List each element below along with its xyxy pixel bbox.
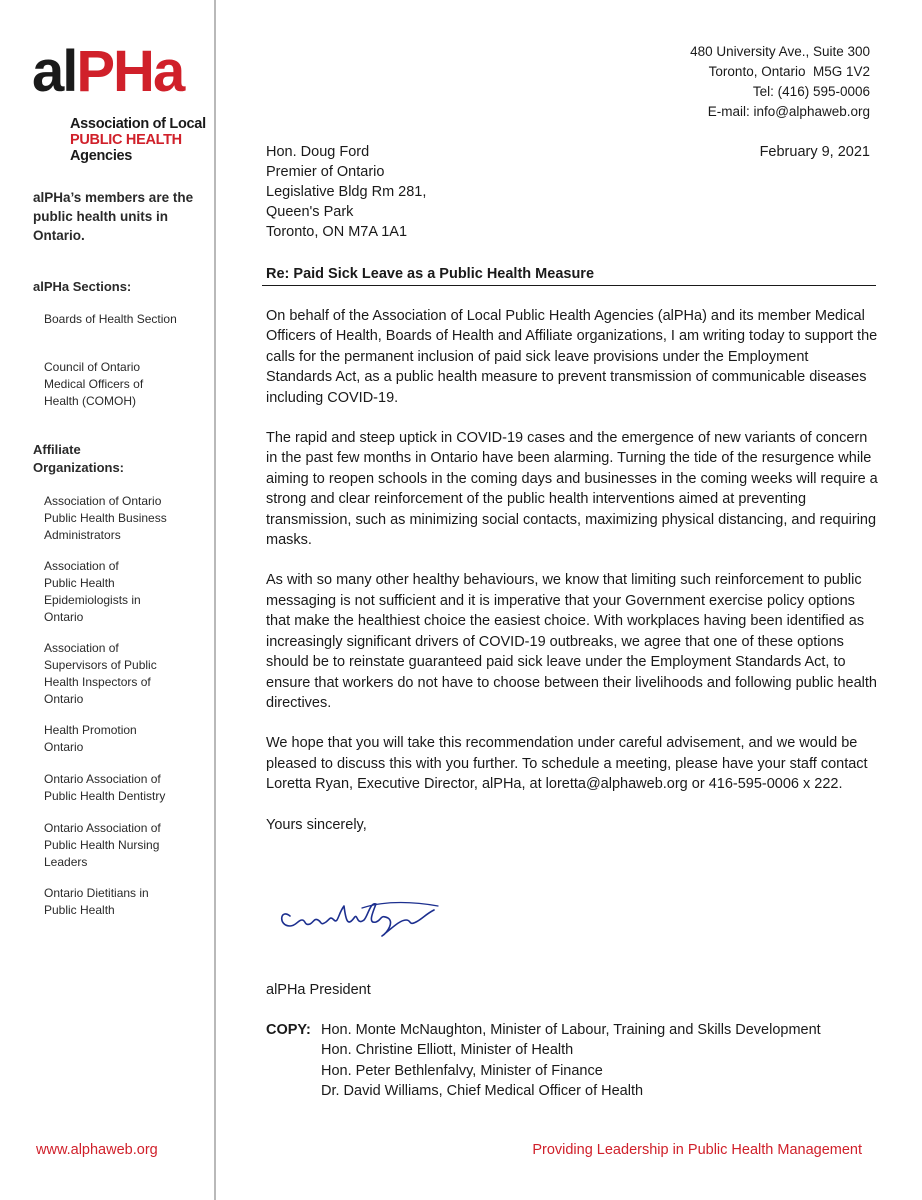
copy-recipient: Dr. David Williams, Chief Medical Officer of Health — [321, 1083, 644, 1100]
signature — [276, 892, 446, 942]
affiliate-item: Ontario Association of Public Health Nursing Leaders — [44, 821, 161, 869]
copy-label: COPY: — [266, 1022, 311, 1038]
affiliate-item: Association of Ontario Public Health Business Administrators — [44, 494, 167, 542]
affiliate-item: Health Promotion Ontario — [44, 723, 137, 754]
subject-rule — [262, 285, 876, 286]
body-paragraph: The rapid and steep uptick in COVID-19 cases and the emergence of new variants of concern in the past few months in Ontario have been alarming. Turning the tide of the resurgence while aiming to reopen schools in the coming days and businesses in the coming weeks will require a strong and clear reinforcement of the public health interventions aimed at preventing transmission, such as minimizing social contacts, maximizing physical distancing, and requiring masks. — [266, 430, 878, 549]
recipient-address: Hon. Doug Ford Premier of Ontario Legislative Bldg Rm 281, Queen's Park Toronto, ON M7A 1A1 — [266, 144, 427, 240]
footer-tagline: Providing Leadership in Public Health Management — [532, 1142, 862, 1158]
affiliate-item: Association of Public Health Epidemiologists in Ontario — [44, 559, 141, 624]
copy-recipient: Hon. Peter Bethlenfalvy, Minister of Finance — [321, 1062, 603, 1079]
alpha-logo: alPHa — [32, 39, 184, 104]
letter-body — [266, 306, 878, 855]
logo-subtitle: Association of Local PUBLIC HEALTH Agencies — [70, 116, 206, 164]
closing: Yours sincerely, — [266, 816, 367, 833]
signatory-title: alPHa President — [266, 982, 371, 998]
affiliate-item: Association of Supervisors of Public Health Inspectors of Ontario — [44, 641, 157, 706]
body-paragraph: We hope that you will take this recommendation under careful advisement, and we would be pleased to discuss this with you further. To schedule a meeting, please have your staff contact Loretta Ryan, Executive Director, alPHa, at loretta@alphaweb.org or 416-595-0006 x 222. — [266, 735, 868, 793]
copy-recipient: Hon. Christine Elliott, Minister of Health — [321, 1042, 574, 1059]
affiliate-item: Ontario Dietitians in Public Health — [44, 886, 149, 917]
body-paragraph: As with so many other healthy behaviours, we know that limiting such reinforcement to public messaging is not sufficient and it is imperative that your Government exercise policy options that make the healthiest choice the easiest choice. With workplaces having been identified as increasingly significant drivers of COVID-19 outbreaks, we agree that one of these options should be to reinstate guaranteed paid sick leave under the Employment Standards Act, to ensure that workers do not have to choose between their livelihoods and following public health directives. — [266, 572, 877, 711]
letter-date: February 9, 2021 — [759, 144, 870, 160]
section-item: Council of Ontario Medical Officers of Health (COMOH) — [44, 360, 144, 408]
copy-recipient: Hon. Monte McNaughton, Minister of Labour, Training and Skills Development — [321, 1022, 821, 1038]
footer-website-link[interactable]: www.alphaweb.org — [36, 1142, 158, 1158]
affiliates-heading: Affiliate Organizations: — [33, 442, 125, 475]
sections-heading: alPHa Sections: — [33, 279, 132, 294]
sidebar-divider — [214, 0, 216, 1200]
copy-list — [321, 1020, 821, 1102]
section-item: Boards of Health Section — [44, 312, 177, 326]
letter-subject: Re: Paid Sick Leave as a Public Health Measure — [266, 266, 595, 282]
sender-address: 480 University Ave., Suite 300 Toronto, Ontario M5G 1V2 Tel: (416) 595-0006 E-mail: info@alphaweb.org — [690, 44, 870, 119]
sidebar — [0, 0, 214, 1200]
affiliate-item: Ontario Association of Public Health Dentistry — [44, 772, 166, 803]
body-paragraph: On behalf of the Association of Local Public Health Agencies (alPHa) and its member Medical Officers of Health, Boards of Health and Affiliate organizations, I am writing today to support the calls for the permanent inclusion of paid sick leave provisions under the Employment Standards Act, as a public health measure to prevent transmission of communicable diseases including COVID-19. — [266, 308, 878, 406]
members-statement: alPHa’s members are the public health units in Ontario. — [33, 190, 194, 243]
